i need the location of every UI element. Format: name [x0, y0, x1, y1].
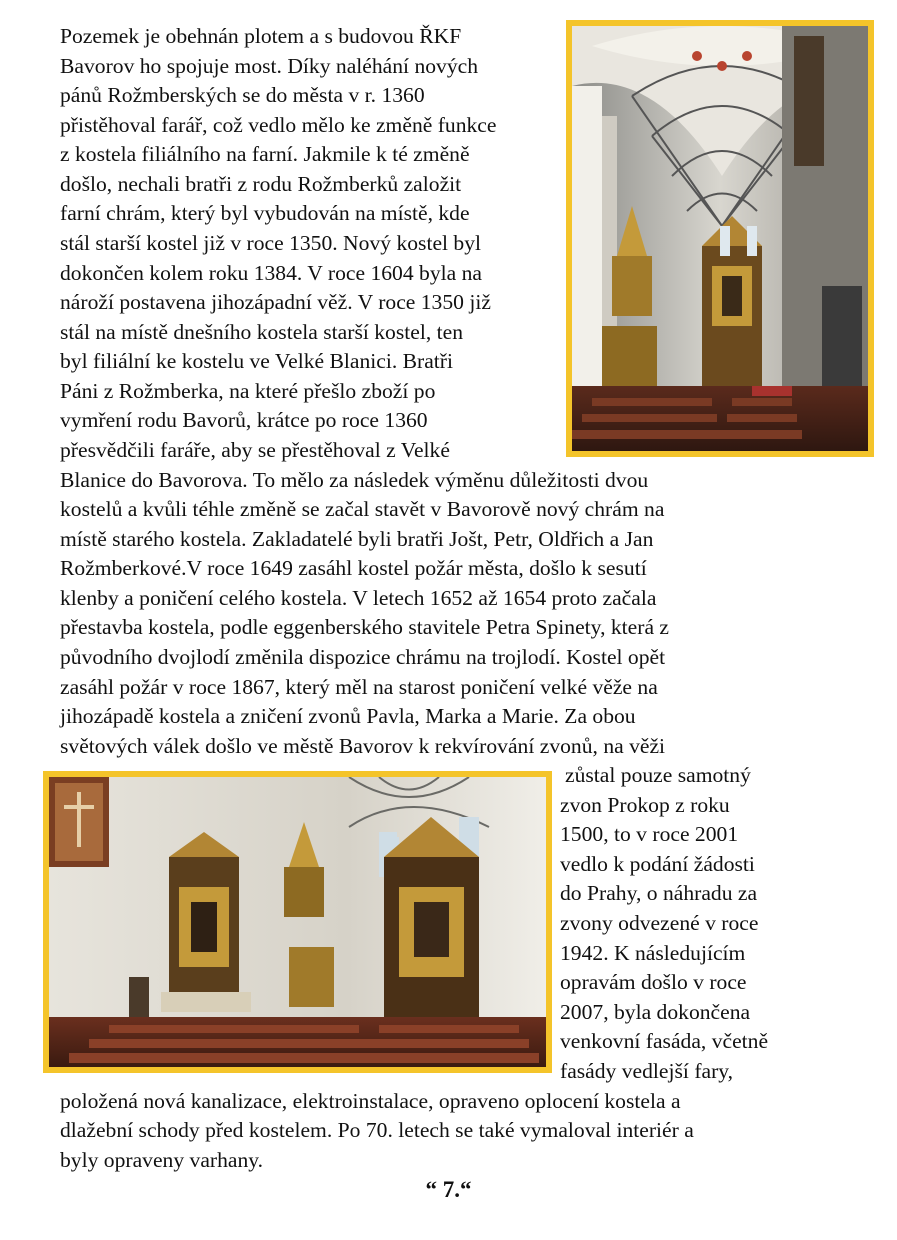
article-line: vymření rodu Bavorů, krátce po roce 1360: [60, 408, 428, 432]
article-line: dlažební schody před kostelem. Po 70. letech se také vymaloval interiér a: [60, 1118, 694, 1142]
article-line: opravám došlo v roce: [560, 970, 747, 994]
article-line: jihozápadě kostela a zničení zvonů Pavla, Marka a Marie. Za obou: [60, 704, 636, 728]
church-altars-photo: [43, 771, 552, 1073]
article-line: původního dvojlodí změnila dispozice chrámu na trojlodí. Kostel opět: [60, 645, 666, 669]
article-line: pánů Rožmberských se do města v r. 1360: [60, 83, 425, 107]
article-line: z kostela filiálního na farní. Jakmile k té změně: [60, 142, 470, 166]
page-number: “ 7.“: [425, 1177, 472, 1202]
article-line: nároží postavena jihozápadní věž. V roce 1350 již: [60, 290, 491, 314]
article-line: zasáhl požár v roce 1867, který měl na starost poničení velké věže na: [60, 675, 658, 699]
article-line: venkovní fasáda, včetně: [560, 1029, 769, 1053]
article-line: fasády vedlejší fary,: [560, 1059, 734, 1083]
article-line: do Prahy, o náhradu za: [560, 881, 758, 905]
article-line: klenby a poničení celého kostela. V letech 1652 až 1654 proto začala: [60, 586, 657, 610]
article-line: stál starší kostel již v roce 1350. Nový kostel byl: [60, 231, 482, 255]
church-nave-photo: [566, 20, 874, 457]
article-line: kostelů a kvůli téhle změně se začal stavět v Bavorově nový chrám na: [60, 497, 665, 521]
article-line: byl filiální ke kostelu ve Velké Blanici. Bratři: [60, 349, 453, 373]
article-line: 2007, byla dokončena: [560, 1000, 751, 1024]
article-line: Blanice do Bavorova. To mělo za následek výměnu důležitosti dvou: [60, 468, 649, 492]
article-line: přesvědčili faráře, aby se přestěhoval z Velké: [60, 438, 450, 462]
article-line: přistěhoval farář, což vedlo mělo ke změně funkce: [60, 113, 497, 137]
article-line: místě starého kostela. Zakladatelé byli bratři Jošt, Petr, Oldřich a Jan: [60, 527, 654, 551]
article-line: dokončen kolem roku 1384. V roce 1604 byla na: [60, 261, 482, 285]
article-line: Bavorov ho spojuje most. Díky naléhání nových: [60, 54, 479, 78]
article-line: vedlo k podání žádosti: [560, 852, 755, 876]
article-line: byly opraveny varhany.: [60, 1148, 264, 1172]
article-line: Rožmberkové.V roce 1649 zasáhl kostel požár města, došlo k sesutí: [60, 556, 647, 580]
article-line: došlo, nechali bratři z rodu Rožmberků založit: [60, 172, 462, 196]
article-line: 1942. K následujícím: [560, 941, 746, 965]
church-nave-illustration: [572, 26, 868, 451]
article-line: zvon Prokop z roku: [560, 793, 730, 817]
article-line: světových válek došlo ve městě Bavorov k rekvírování zvonů, na věži: [60, 734, 666, 758]
article-line: položená nová kanalizace, elektroinstalace, opraveno oplocení kostela a: [60, 1089, 681, 1113]
article-line: Pozemek je obehnán plotem a s budovou ŘKF: [60, 24, 462, 48]
church-altars-illustration: [49, 777, 546, 1067]
article-line: stál na místě dnešního kostela starší kostel, ten: [60, 320, 464, 344]
article-line: 1500, to v roce 2001: [560, 822, 739, 846]
article-line: farní chrám, který byl vybudován na místě, kde: [60, 201, 470, 225]
article-line: přestavba kostela, podle eggenberského stavitele Petra Spinety, která z: [60, 615, 670, 639]
article-line: Páni z Rožmberka, na které přešlo zboží po: [60, 379, 436, 403]
article-line: zvony odvezené v roce: [560, 911, 759, 935]
article-line: zůstal pouze samotný: [565, 763, 751, 787]
